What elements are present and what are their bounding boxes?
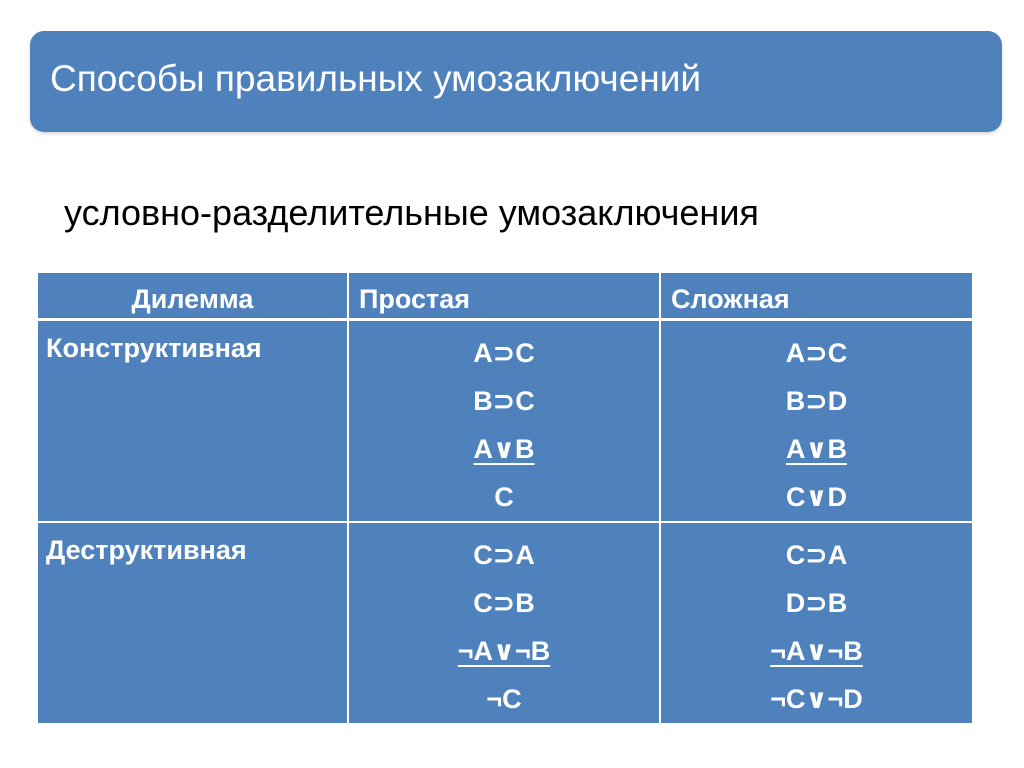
conclusion [661, 675, 972, 723]
slide-title: Способы правильных умозаключений [50, 58, 702, 99]
premise-3 [349, 425, 659, 473]
formula-list [349, 321, 659, 521]
conclusion [661, 473, 972, 521]
formula-text: ¬A∨¬B [457, 636, 551, 666]
formula-text: B⊃D [785, 386, 848, 416]
header-label: Дилемма [131, 284, 254, 314]
formula-text: C⊃A [785, 540, 848, 570]
conclusion [349, 473, 659, 521]
formula-text: A∨B [786, 434, 847, 464]
dilemma-table [36, 271, 974, 725]
premise-1 [349, 329, 659, 377]
premise-1 [661, 329, 972, 377]
formula-text: D⊃B [785, 588, 848, 618]
table-row-destructive [37, 522, 973, 724]
formula-text: C∨D [786, 482, 847, 512]
header-cell-complex [660, 272, 973, 320]
premise-3 [349, 627, 659, 675]
premise-1 [661, 531, 972, 579]
premise-2 [661, 377, 972, 425]
premise-2 [661, 579, 972, 627]
table-row-constructive [37, 320, 973, 523]
header-cell-dilemma [37, 272, 348, 320]
formula-text: A∨B [473, 434, 535, 464]
premise-3 [661, 627, 972, 675]
premise-1 [349, 531, 659, 579]
formula-text: A⊃C [785, 338, 848, 368]
simple-formula-cell [348, 522, 660, 724]
formula-text: C [494, 482, 514, 512]
header-label: Сложная [671, 284, 790, 314]
row-label-cell [37, 522, 348, 724]
formula-text: C⊃A [473, 540, 535, 570]
row-label: Деструктивная [46, 535, 247, 565]
formula-text: ¬C [486, 684, 522, 714]
complex-formula-cell [660, 522, 973, 724]
premise-2 [349, 579, 659, 627]
premise-3 [661, 425, 972, 473]
formula-list [661, 523, 972, 723]
formula-text: A⊃C [473, 338, 535, 368]
premise-2 [349, 377, 659, 425]
formula-text: ¬A∨¬B [770, 636, 863, 666]
slide-subtitle: условно-разделительные умозаключения [64, 192, 759, 233]
row-label: Конструктивная [46, 333, 262, 363]
conclusion [349, 675, 659, 723]
complex-formula-cell [660, 320, 973, 523]
formula-text: C⊃B [473, 588, 535, 618]
formula-list [661, 321, 972, 521]
title-bar [30, 31, 1002, 132]
header-label: Простая [359, 284, 471, 314]
formula-text: B⊃C [473, 386, 535, 416]
table-header-row [37, 272, 973, 320]
row-label-cell [37, 320, 348, 523]
formula-text: ¬C∨¬D [770, 684, 863, 714]
formula-list [349, 523, 659, 723]
simple-formula-cell [348, 320, 660, 523]
header-cell-simple [348, 272, 660, 320]
